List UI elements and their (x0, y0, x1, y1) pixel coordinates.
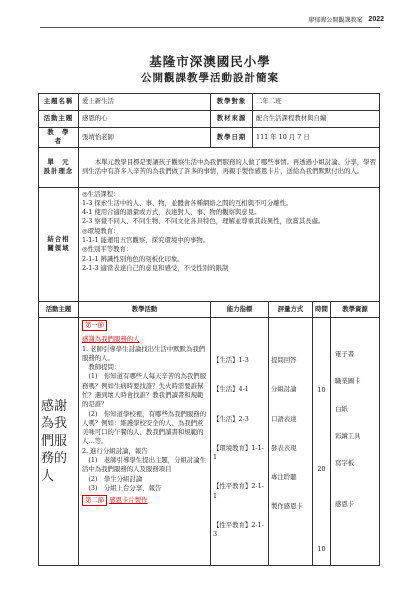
section1-title: 感謝為我們服務的人 (82, 335, 140, 344)
theme-label: 主題名稱 (39, 94, 79, 111)
indicator-1: 【生活】1-3 (213, 356, 249, 364)
form-title: 公開觀課教學活動設計簡案 (141, 72, 279, 84)
document-header (308, 15, 384, 24)
assessment-5: 專注聆聽 (271, 473, 297, 482)
theme-value: 愛上新生活 (79, 94, 211, 111)
header-divider (40, 27, 380, 28)
school-title: 基隆市深澳國民小學 (149, 54, 271, 69)
indicator-3: 【生活】2-3 (213, 414, 249, 423)
indicator-4: 【環境教育】1-1-1 (213, 443, 264, 462)
indicator-2: 【生活】4-1 (213, 385, 249, 394)
col-header-resource: 教學資源 (331, 302, 380, 318)
activity-table (38, 301, 380, 566)
section1-tag: 第一節 (82, 320, 107, 331)
target-value: 二年二班 (253, 94, 380, 111)
section2-title: 感恩卡片製作 (109, 496, 148, 505)
indicator-5: 【性平教育】2-1-1 (213, 482, 264, 500)
design-label: 單 元 設計理念 (39, 147, 79, 187)
activity-label: 活動主題 (39, 111, 79, 128)
assessment-3: 口語表達 (271, 414, 297, 423)
activity-value: 感恩的心 (79, 111, 211, 128)
col-header-activity: 教學活動 (79, 302, 211, 318)
resource-1: 電子書 (335, 350, 355, 358)
header-year: 2022 (368, 16, 384, 23)
col-header-theme: 活動主題 (39, 302, 79, 318)
fields-label: 結合相 關領域 (39, 187, 79, 301)
time-3: 10 (317, 544, 326, 553)
teacher-label: 教 學 者 (39, 128, 79, 148)
design-concept: 本單元教學目標是要讓孩子觀察生活中為我們服務的人做了哪些事情。再透過小組討論、分享，學習到生活中有許多人辛苦的為我們做了許多的事情，再親手製作感恩卡片，送給為我們默默付出的人。 (79, 147, 380, 187)
activity-theme-cell: 感謝為我們服務的人 (39, 318, 79, 566)
assessment-2: 分組討論 (271, 385, 297, 394)
col-header-time: 時間 (313, 302, 331, 318)
material-label: 教材來源 (211, 111, 253, 128)
assessment-4: 發表表現 (271, 443, 297, 452)
date-value: 111 年 10 月 7 日 (253, 128, 380, 148)
activity-steps: 1. 老師引導學生討論找出生活中默默為我們服務的人。 教師提問： (1) 你知道有哪些人每天辛苦的為我們服務嗎？例如生病時要找誰？失火時需要誰幫忙？遇到壞人時會找誰？教我們讀書和規範的是誰？ (2) 你知道學校裡，有哪些為我們服務的人嗎？例如：維護學校安全的人、為我們煮美味可口的午餐的人、教我們讀書和規範的人…等。 2. 進行分組討論，報告 (1) 老師引導學生提出主題，分組討論生活中為我們服務的人及服務項目 (2) 學生分組討論 (3) 分組上台分享、報告 (82, 344, 207, 492)
section2-tag: 第二節 (82, 495, 107, 506)
resource-4: 彩繪工具 (335, 431, 361, 440)
time-1: 10 (317, 386, 326, 394)
resource-2: 職業圖卡 (335, 377, 361, 386)
date-label: 教學日期 (211, 128, 253, 148)
col-header-indicator: 能力指標 (211, 302, 269, 318)
col-header-assessment: 評量方式 (269, 302, 313, 318)
indicator-6: 【性平教育】2-1-3 (213, 520, 264, 539)
resource-5: 寫字板 (335, 459, 355, 468)
resource-6: 感恩卡 (335, 500, 355, 509)
lesson-plan-owner: 廖郁暐公開觀課教案 (308, 17, 363, 24)
resource-3: 白紙 (335, 404, 348, 413)
lesson-info-table (38, 93, 380, 302)
assessment-6: 製作感恩卡 (271, 502, 303, 511)
target-label: 教學對象 (211, 94, 253, 111)
related-fields: ◎生活課程： 1-3 探索生活中的人、事、物，並體會各種網絡之間的互相與不可分離性。 4-1 使用合適的語彙或方式，表達對人、事、物的觀察與意見。 2-3 察覺不同人、不同生物、不同文化各具特色，理解並尊重其歧異性，欣賞其長處。 ◎環境教育： 1-1-1 能運用五官觀察，探究環境中的事物。 ◎性別平等教育： 2-1-1 辨識性別角色的刻板化印象。 2-1-3 適當表達自己的意見和感受，不受性別的限制 (79, 187, 380, 301)
material-value: 配合生活課程教材與自編 (253, 111, 380, 128)
time-2: 20 (317, 465, 326, 474)
teacher-value: 張靖怡老師 (79, 128, 211, 148)
assessment-1: 提問回答 (271, 356, 297, 364)
